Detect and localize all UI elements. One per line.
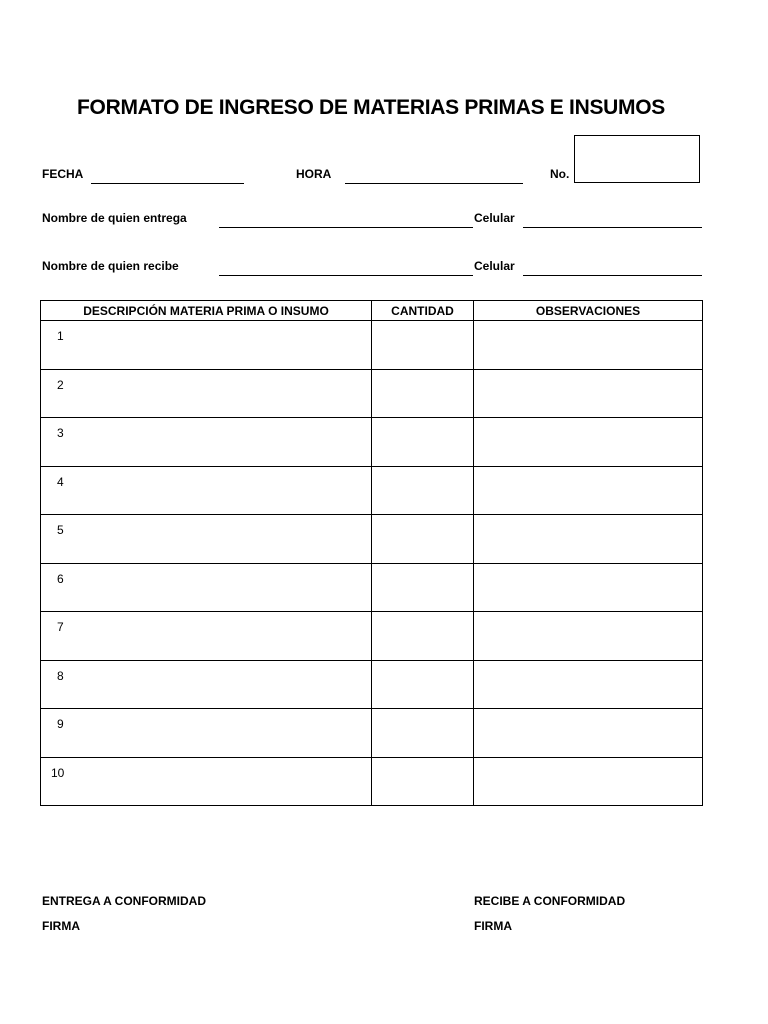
- entrega-conformidad-label: ENTREGA A CONFORMIDAD: [42, 894, 206, 908]
- observaciones-cell[interactable]: [474, 612, 703, 661]
- row-number: 10: [51, 765, 65, 780]
- no-label: No.: [550, 167, 570, 181]
- entrega-field[interactable]: [219, 227, 473, 228]
- fecha-label: FECHA: [42, 167, 84, 181]
- celular-entrega-field[interactable]: [523, 227, 702, 228]
- table-row: [41, 466, 703, 515]
- row-number: 1: [57, 329, 64, 343]
- row-number: 7: [57, 620, 64, 634]
- entrega-label: Nombre de quien entrega: [42, 211, 187, 225]
- observaciones-cell[interactable]: [474, 418, 703, 467]
- table-header-row: [41, 301, 703, 321]
- row-number: 8: [57, 668, 64, 683]
- cantidad-cell[interactable]: [372, 466, 474, 515]
- table-row: [41, 321, 703, 370]
- cantidad-cell[interactable]: [372, 563, 474, 612]
- observaciones-cell[interactable]: [474, 757, 703, 806]
- descripcion-cell[interactable]: [41, 418, 372, 467]
- celular-label-recibe: Celular: [474, 259, 515, 273]
- row-number: 2: [57, 377, 64, 392]
- row-number: 4: [57, 474, 64, 489]
- items-table: [40, 300, 703, 806]
- cantidad-cell[interactable]: [372, 660, 474, 709]
- descripcion-cell[interactable]: [41, 563, 372, 612]
- recibe-label: Nombre de quien recibe: [42, 259, 179, 273]
- column-header-cantidad: CANTIDAD: [372, 301, 474, 321]
- table-row: [41, 369, 703, 418]
- row-number: 5: [57, 523, 64, 537]
- table-row: [41, 709, 703, 758]
- descripcion-cell[interactable]: [41, 757, 372, 806]
- descripcion-cell[interactable]: [41, 660, 372, 709]
- table-row: [41, 418, 703, 467]
- form-title: FORMATO DE INGRESO DE MATERIAS PRIMAS E INSUMOS: [77, 96, 665, 119]
- fecha-field[interactable]: [91, 183, 244, 184]
- cantidad-cell[interactable]: [372, 709, 474, 758]
- recibe-field[interactable]: [219, 275, 473, 276]
- cantidad-cell[interactable]: [372, 515, 474, 564]
- firma-entrega-label: FIRMA: [42, 919, 80, 933]
- cantidad-cell[interactable]: [372, 757, 474, 806]
- observaciones-cell[interactable]: [474, 466, 703, 515]
- cantidad-cell[interactable]: [372, 612, 474, 661]
- hora-field[interactable]: [345, 183, 523, 184]
- celular-recibe-field[interactable]: [523, 275, 702, 276]
- column-header-observaciones: OBSERVACIONES: [474, 301, 703, 321]
- descripcion-cell[interactable]: [41, 466, 372, 515]
- cantidad-cell[interactable]: [372, 418, 474, 467]
- observaciones-cell[interactable]: [474, 369, 703, 418]
- recibe-conformidad-label: RECIBE A CONFORMIDAD: [474, 894, 626, 908]
- table-row: [41, 612, 703, 661]
- firma-recibe-label: FIRMA: [474, 919, 512, 933]
- no-field[interactable]: [574, 135, 700, 183]
- celular-label-entrega: Celular: [474, 211, 515, 225]
- row-number: 6: [57, 571, 64, 586]
- table-row: [41, 660, 703, 709]
- descripcion-cell[interactable]: [41, 321, 372, 370]
- observaciones-cell[interactable]: [474, 321, 703, 370]
- table-row: [41, 515, 703, 564]
- table-row: [41, 563, 703, 612]
- descripcion-cell[interactable]: [41, 709, 372, 758]
- descripcion-cell[interactable]: [41, 515, 372, 564]
- observaciones-cell[interactable]: [474, 660, 703, 709]
- cantidad-cell[interactable]: [372, 369, 474, 418]
- descripcion-cell[interactable]: [41, 612, 372, 661]
- row-number: 3: [57, 426, 64, 440]
- descripcion-cell[interactable]: [41, 369, 372, 418]
- observaciones-cell[interactable]: [474, 515, 703, 564]
- row-number: 9: [57, 717, 64, 731]
- observaciones-cell[interactable]: [474, 709, 703, 758]
- hora-label: HORA: [296, 167, 332, 181]
- cantidad-cell[interactable]: [372, 321, 474, 370]
- column-header-descripcion: DESCRIPCIÓN MATERIA PRIMA O INSUMO: [41, 301, 372, 321]
- observaciones-cell[interactable]: [474, 563, 703, 612]
- table-row: [41, 757, 703, 806]
